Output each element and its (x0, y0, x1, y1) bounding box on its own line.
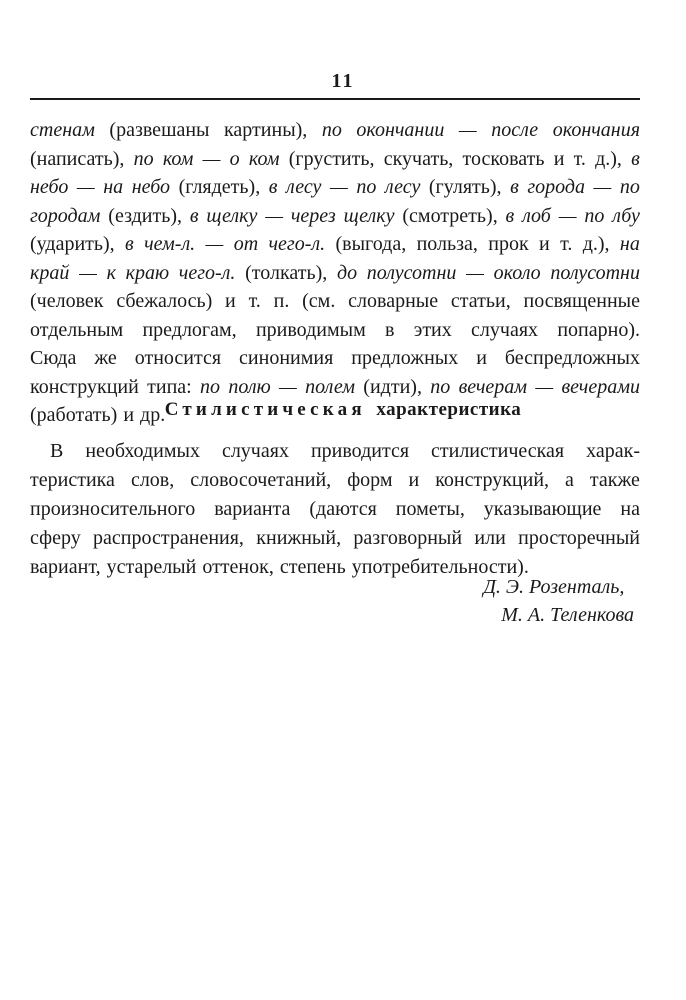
word: случаях (471, 318, 539, 341)
signature-author-2: М. А. Теленкова (501, 604, 634, 626)
italic-word: ком (162, 147, 194, 170)
word: п. (273, 290, 290, 312)
word: произносительного (30, 498, 196, 520)
italic-word: вечерам (458, 375, 528, 398)
italic-word: лесу (285, 176, 322, 198)
word: вариант, (30, 556, 101, 578)
paragraph-continued (30, 116, 640, 430)
italic-word: — (535, 375, 554, 398)
italic-word: чего-л. (268, 233, 326, 255)
italic-word: около (493, 261, 541, 284)
italic-word: от (233, 233, 259, 255)
word: попарно). (557, 318, 640, 341)
italic-word: после (491, 119, 539, 141)
word: отдельным (30, 318, 124, 341)
italic-word: — (265, 204, 284, 227)
italic-word: — (558, 204, 577, 227)
word: случаях (221, 440, 289, 462)
italic-word: полю (228, 375, 271, 398)
italic-word: щелку (343, 204, 395, 227)
italic-word: в (268, 176, 278, 198)
word: т. (573, 147, 586, 170)
word: пометы, (395, 498, 465, 520)
italic-word: в (505, 204, 515, 227)
italic-word: до (336, 261, 358, 284)
text-line (30, 466, 640, 495)
word: конструкций, (435, 469, 550, 491)
text-line (30, 173, 640, 202)
signature-author-1: Д. Э. Розенталь, (483, 576, 625, 598)
italic-word: — (76, 176, 95, 198)
word: (толкать), (245, 261, 328, 284)
italic-word: в (189, 204, 199, 227)
italic-word: чем-л. (144, 233, 196, 255)
word: беспредложных (504, 347, 640, 369)
word: необходимых (85, 440, 200, 462)
word: или (474, 527, 506, 549)
italic-word: городам (30, 204, 101, 227)
italic-word: города (527, 176, 585, 198)
word: скучать, (383, 147, 454, 170)
word: и (539, 233, 550, 255)
word: посвященные (523, 290, 640, 312)
word: сбежалось) (116, 290, 213, 312)
word: В (50, 440, 64, 462)
word: в (385, 318, 395, 341)
word: а (565, 469, 574, 491)
word: теристика (30, 469, 115, 491)
italic-word: лесу (384, 176, 421, 198)
word: (написать), (30, 147, 125, 170)
italic-word: — (466, 261, 484, 284)
italic-word: о (229, 147, 240, 170)
word: т. (248, 290, 261, 312)
word: (идти), (363, 375, 422, 398)
paragraph-stylistic (30, 437, 640, 582)
word: этих (413, 318, 452, 341)
italic-word: по (430, 375, 451, 398)
italic-word: небо (30, 176, 69, 198)
word: харак- (586, 440, 640, 462)
word: предложных (351, 347, 459, 369)
italic-word: щелку (206, 204, 258, 227)
word: употребительности). (351, 556, 529, 578)
word: статьи, (450, 290, 511, 312)
word: стилистическая (431, 440, 565, 462)
word: (даются (309, 498, 377, 520)
word: распространения, (93, 527, 244, 549)
italic-word: на (619, 233, 640, 255)
italic-word: ком (248, 147, 280, 170)
italic-word: небо (131, 176, 171, 198)
text-line (30, 373, 640, 402)
text-line (30, 230, 640, 259)
italic-word: по (200, 375, 221, 398)
text-line (30, 316, 640, 345)
word: прок (488, 233, 529, 255)
italic-word: чего-л. (178, 261, 236, 284)
page-number: 11 (331, 70, 355, 92)
italic-word: через (290, 204, 336, 227)
italic-word: лоб (522, 204, 551, 227)
word: форм (347, 469, 393, 491)
italic-word: по (133, 147, 154, 170)
italic-word: — (279, 375, 297, 398)
italic-word: — (202, 147, 221, 170)
word: разговорный (353, 527, 463, 549)
text-line (30, 495, 640, 524)
word: относится (134, 347, 222, 369)
word: устарелый (106, 556, 197, 578)
italic-word: край (30, 261, 70, 284)
text-line (30, 287, 640, 316)
italic-word: стенам (30, 119, 95, 141)
italic-word: в (510, 176, 519, 198)
italic-word: — (458, 119, 477, 141)
italic-word: краю (125, 261, 170, 284)
header-rule (30, 98, 640, 100)
word: (человек (30, 290, 104, 312)
word: (глядеть), (178, 176, 261, 198)
word: (ездить), (108, 204, 183, 227)
word: на (620, 498, 640, 520)
word: же (94, 347, 117, 369)
word: (работать) (30, 404, 118, 426)
word: предлогам, (142, 318, 237, 341)
italic-word: на (103, 176, 124, 198)
section-heading (0, 399, 686, 421)
text-line (30, 524, 640, 553)
signature-block (483, 573, 634, 629)
italic-word: по (619, 176, 640, 198)
word: просторечный (518, 527, 640, 549)
word: варианта (214, 498, 291, 520)
italic-word: — (79, 261, 97, 284)
italic-word: в (631, 147, 640, 170)
word: и (123, 404, 135, 426)
word: оттенок, (202, 556, 274, 578)
word: словосочетаний, (190, 469, 332, 491)
italic-word: лбу (612, 204, 640, 227)
word: картины), (224, 119, 308, 141)
word: (см. (302, 290, 336, 312)
word: приводится (310, 440, 410, 462)
word: д.), (582, 233, 610, 255)
italic-word: — (205, 233, 224, 255)
word: приводимым (255, 318, 366, 341)
word: книжный, (256, 527, 342, 549)
text-line (30, 145, 640, 174)
italic-word: в (125, 233, 134, 255)
word: и (476, 347, 487, 369)
word: типа: (147, 375, 192, 398)
word: слов, (130, 469, 175, 491)
italic-word: полем (305, 375, 355, 398)
word: (развешаны (109, 119, 210, 141)
section-heading-spaced-word: Стилистическая (164, 399, 366, 420)
italic-word: полусотни (550, 261, 640, 284)
word: и (553, 147, 565, 170)
word: конструкций (30, 375, 139, 398)
word: (грустить, (288, 147, 375, 170)
word: степень (279, 556, 346, 578)
italic-word: окончании (356, 119, 445, 141)
word: и (408, 469, 420, 491)
text-line (30, 344, 640, 373)
word: и (225, 290, 236, 312)
word: словарные (348, 290, 439, 312)
italic-word: — (329, 176, 348, 198)
word: синонимия (239, 347, 334, 369)
word: тосковать (462, 147, 545, 170)
word: указывающие (483, 498, 602, 520)
italic-word: — (593, 176, 612, 198)
word: (выгода, (335, 233, 407, 255)
word: т. (560, 233, 573, 255)
word: др. (140, 404, 166, 426)
italic-word: окончания (552, 119, 640, 141)
text-line (30, 116, 640, 145)
word: д.), (595, 147, 622, 170)
text-line (30, 202, 640, 231)
text-line (30, 259, 640, 288)
italic-word: по (584, 204, 605, 227)
section-heading-word: характеристика (376, 399, 522, 420)
word: сферу (30, 527, 81, 549)
italic-word: вечерами (561, 375, 640, 398)
word: также (589, 469, 640, 491)
word: (смотреть), (402, 204, 498, 227)
italic-word: к (106, 261, 116, 284)
word: (ударить), (30, 233, 115, 255)
word: польза, (416, 233, 478, 255)
word: (гулять), (428, 176, 502, 198)
italic-word: по (356, 176, 377, 198)
text-line (30, 437, 640, 466)
italic-word: по (321, 119, 342, 141)
word: Сюда (30, 347, 77, 369)
italic-word: полусотни (366, 261, 457, 284)
